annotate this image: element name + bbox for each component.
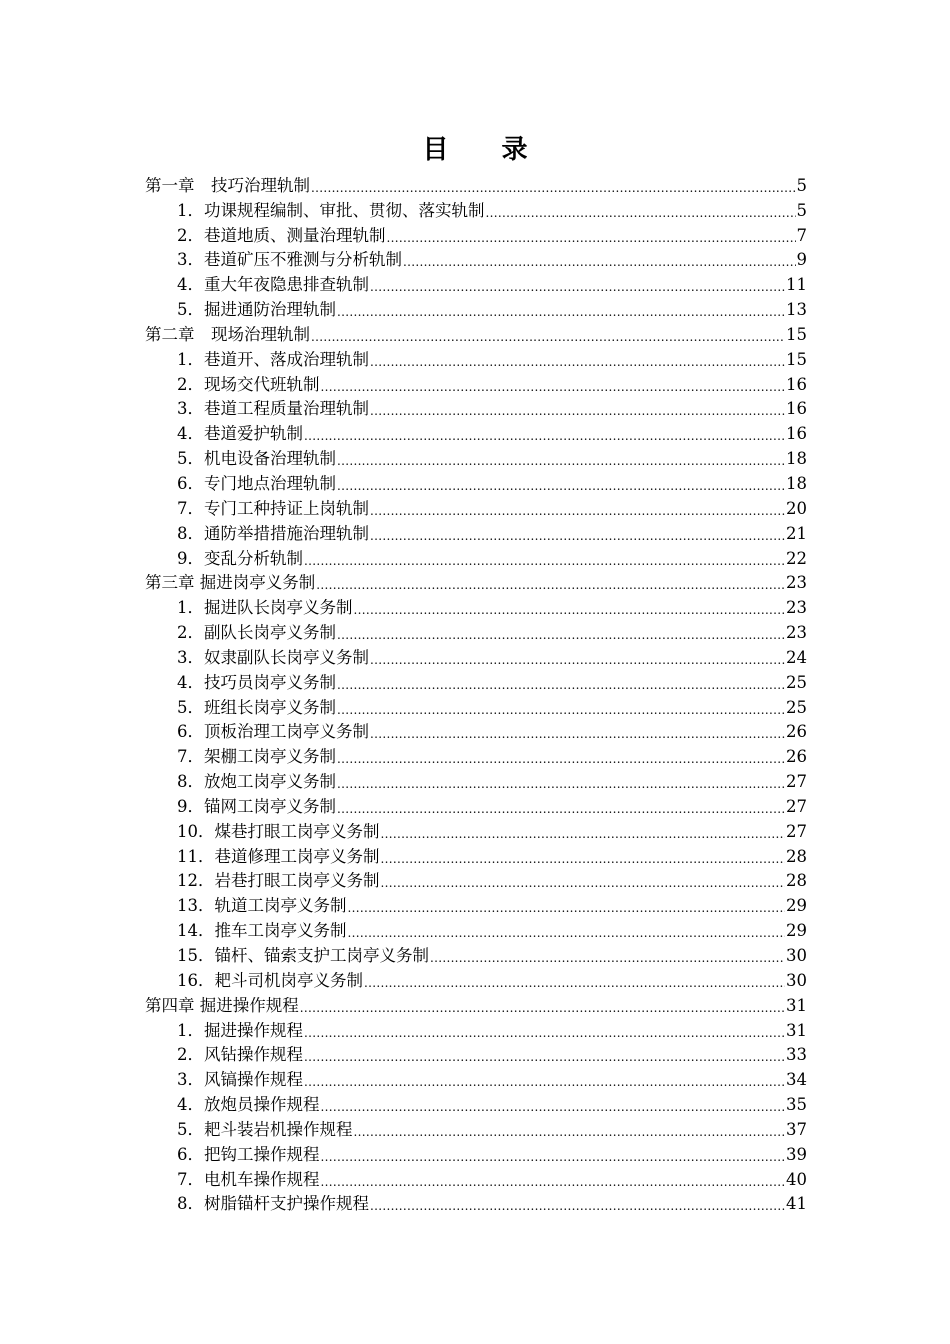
dot-leader [381, 873, 786, 893]
dot-leader [381, 824, 786, 844]
toc-section-entry[interactable] [145, 198, 807, 223]
dot-leader [321, 377, 786, 397]
dot-leader [370, 501, 785, 521]
dot-leader [337, 451, 785, 471]
toc-section-entry[interactable] [145, 595, 807, 620]
toc-page-number: 7 [796, 225, 807, 245]
toc-entry-label: 7．专门工种持证上岗轨制 [177, 498, 369, 518]
toc-page-number: 29 [786, 896, 807, 916]
toc-entry-label: 4．技巧员岗亭义务制 [177, 672, 336, 692]
toc-section-entry[interactable] [145, 1092, 807, 1117]
dot-leader [370, 1196, 785, 1216]
toc-entry-label: 4．放炮员操作规程 [177, 1095, 320, 1115]
toc-section-entry[interactable] [145, 1043, 807, 1068]
toc-entry-label: 2．副队长岗亭义务制 [177, 623, 336, 643]
toc-entry-label: 11．巷道修理工岗亭义务制 [177, 846, 380, 866]
toc-section-entry[interactable] [145, 1018, 807, 1043]
toc-entry-label: 7．电机车操作规程 [177, 1169, 320, 1189]
toc-section-entry[interactable] [145, 248, 807, 273]
toc-page-number: 16 [786, 424, 807, 444]
toc-page-number: 21 [786, 523, 807, 543]
toc-page-number: 24 [786, 647, 807, 667]
toc-entry-label: 4．重大年夜隐患排查轨制 [177, 275, 369, 295]
dot-leader [304, 1047, 785, 1067]
toc-entry-label: 16．耙斗司机岗亭义务制 [177, 970, 363, 990]
toc-entry-label: 3．奴隶副队长岗亭义务制 [177, 647, 369, 667]
toc-section-entry[interactable] [145, 223, 807, 248]
dot-leader [304, 426, 785, 446]
toc-section-entry[interactable] [145, 1142, 807, 1167]
toc-page-number: 22 [786, 548, 807, 568]
dot-leader [337, 476, 785, 496]
dot-leader [321, 1147, 786, 1167]
toc-entry-label: 14．推车工岗亭义务制 [177, 921, 347, 941]
toc-section-entry[interactable] [145, 1117, 807, 1142]
toc-entry-label: 5．班组长岗亭义务制 [177, 697, 336, 717]
toc-entry-label: 9．锚网工岗亭义务制 [177, 796, 336, 816]
toc-section-entry[interactable] [145, 372, 807, 397]
toc-section-entry[interactable] [145, 695, 807, 720]
dot-leader [364, 973, 785, 993]
toc-section-entry[interactable] [145, 645, 807, 670]
toc-page-number: 31 [786, 995, 807, 1015]
toc-page-number: 18 [786, 449, 807, 469]
toc-page-number: 31 [786, 1020, 807, 1040]
toc-section-entry[interactable] [145, 893, 807, 918]
dot-leader [337, 625, 785, 645]
toc-page-number: 35 [786, 1095, 807, 1115]
dot-leader [337, 700, 785, 720]
toc-chapter-entry[interactable] [145, 322, 807, 347]
toc-entry-label: 8．放炮工岗亭义务制 [177, 772, 336, 792]
toc-chapter-entry[interactable] [145, 993, 807, 1018]
toc-entry-label: 2．风钻操作规程 [177, 1045, 303, 1065]
dot-leader [311, 327, 785, 347]
toc-page-number: 27 [786, 796, 807, 816]
toc-page-number: 20 [786, 498, 807, 518]
dot-leader [348, 923, 786, 943]
toc-section-entry[interactable] [145, 1167, 807, 1192]
toc-page-number: 25 [786, 672, 807, 692]
toc-section-entry[interactable] [145, 421, 807, 446]
toc-page-number: 39 [786, 1144, 807, 1164]
dot-leader [300, 998, 785, 1018]
toc-section-entry[interactable] [145, 769, 807, 794]
toc-page-number: 30 [786, 946, 807, 965]
toc-entry-label: 5．耙斗装岩机操作规程 [177, 1119, 353, 1139]
toc-entry-label: 第一章 技巧治理轨制 [145, 175, 310, 195]
toc-section-entry[interactable] [145, 1192, 807, 1217]
toc-entry-label: 5．机电设备治理轨制 [177, 449, 336, 469]
dot-leader [316, 575, 785, 595]
toc-entry-label: 12．岩巷打眼工岗亭义务制 [177, 871, 380, 891]
dot-leader [387, 228, 796, 248]
toc-page-number: 15 [786, 324, 807, 344]
toc-page-number: 25 [786, 697, 807, 717]
toc-entry-label: 8．通防举措措施治理轨制 [177, 523, 369, 543]
toc-entry-label: 6．顶板治理工岗亭义务制 [177, 722, 369, 742]
toc-page-number: 5 [796, 200, 807, 220]
dot-leader [304, 1072, 785, 1092]
toc-entry-label: 3．巷道矿压不雅测与分析轨制 [177, 250, 402, 270]
dot-leader [370, 277, 785, 297]
toc-page-number: 13 [786, 300, 807, 320]
toc-entry-label: 3．巷道工程质量治理轨制 [177, 399, 369, 419]
toc-page-number: 16 [786, 374, 807, 394]
toc-section-entry[interactable] [145, 347, 807, 372]
dot-leader [337, 302, 785, 322]
toc-section-entry[interactable] [145, 819, 807, 844]
dot-leader [321, 1097, 786, 1117]
toc-page-number: 37 [786, 1119, 807, 1139]
toc-page-number: 27 [786, 772, 807, 792]
toc-entry-label: 7．架棚工岗亭义务制 [177, 747, 336, 767]
toc-section-entry[interactable] [145, 496, 807, 521]
toc-section-entry[interactable] [145, 471, 807, 496]
toc-entry-label: 10．煤巷打眼工岗亭义务制 [177, 821, 380, 841]
toc-entry-label: 2．现场交代班轨制 [177, 374, 320, 394]
dot-leader [354, 600, 786, 620]
dot-leader [337, 675, 785, 695]
toc-page-number: 26 [786, 722, 807, 742]
toc-section-entry[interactable] [145, 844, 807, 869]
toc-page-number: 23 [786, 598, 807, 618]
toc-chapter-entry[interactable] [145, 173, 807, 198]
dot-leader [354, 1122, 786, 1142]
toc-page-number: 34 [786, 1070, 807, 1090]
toc-page-number: 41 [786, 1194, 807, 1214]
toc-page-number: 27 [786, 821, 807, 841]
toc-page-number: 29 [786, 921, 807, 941]
toc-section-entry[interactable] [145, 968, 807, 993]
toc-entry-label: 15．锚杆、锚索支护工岗亭义务制 [177, 946, 429, 965]
toc-page-number: 30 [786, 970, 807, 990]
toc-entry-label: 1．功课规程编制、审批、贯彻、落实轨制 [177, 200, 485, 220]
dot-leader [381, 849, 786, 869]
toc-page-number: 23 [786, 623, 807, 643]
dot-leader [430, 948, 785, 968]
toc-chapter-entry[interactable] [145, 571, 807, 596]
toc-entry-label: 1．巷道开、落成治理轨制 [177, 349, 369, 369]
dot-leader [304, 551, 785, 571]
toc-page-number: 5 [796, 175, 807, 195]
toc-entry-label: 第二章 现场治理轨制 [145, 324, 310, 344]
toc-page-number: 23 [786, 573, 807, 593]
toc-entry-label: 6．专门地点治理轨制 [177, 473, 336, 493]
toc-entry-label: 1．掘进操作规程 [177, 1020, 303, 1040]
toc-section-entry[interactable] [145, 297, 807, 322]
toc-section-entry[interactable] [145, 869, 807, 894]
toc-section-entry[interactable] [145, 918, 807, 943]
dot-leader [337, 774, 785, 794]
dot-leader [304, 1023, 785, 1043]
toc-section-entry[interactable] [145, 744, 807, 769]
toc-entry-label: 3．风镐操作规程 [177, 1070, 303, 1090]
toc-entry-label: 9．变乱分析轨制 [177, 548, 303, 568]
dot-leader [370, 352, 785, 372]
dot-leader [370, 724, 785, 744]
toc-page-number: 11 [786, 275, 807, 295]
dot-leader [311, 178, 796, 198]
toc-section-entry[interactable] [145, 943, 807, 968]
toc-section-entry[interactable] [145, 620, 807, 645]
toc-entry-label: 2．巷道地质、测量治理轨制 [177, 225, 386, 245]
toc-section-entry[interactable] [145, 1067, 807, 1092]
dot-leader [486, 203, 796, 223]
dot-leader [370, 401, 785, 421]
toc-entry-label: 1．掘进队长岗亭义务制 [177, 598, 353, 618]
toc-entry-label: 8．树脂锚杆支护操作规程 [177, 1194, 369, 1214]
toc-page-number: 28 [786, 846, 807, 866]
toc-page-number: 16 [786, 399, 807, 419]
toc-page-number: 26 [786, 747, 807, 767]
toc-page-number: 28 [786, 871, 807, 891]
dot-leader [337, 799, 785, 819]
dot-leader [321, 1172, 786, 1192]
toc-entry-label: 第四章 掘进操作规程 [145, 995, 299, 1015]
dot-leader [403, 252, 796, 272]
toc-section-entry[interactable] [145, 546, 807, 571]
toc-page-number: 18 [786, 473, 807, 493]
toc-section-entry[interactable] [145, 521, 807, 546]
toc-entry-label: 第三章 掘进岗亭义务制 [145, 573, 316, 593]
dot-leader [337, 749, 785, 769]
toc-section-entry[interactable] [145, 670, 807, 695]
dot-leader [370, 526, 785, 546]
toc-section-entry[interactable] [145, 446, 807, 471]
toc-section-entry[interactable] [145, 720, 807, 745]
toc-section-entry[interactable] [145, 794, 807, 819]
toc-page-number: 15 [786, 349, 807, 369]
toc-page-number: 40 [786, 1169, 807, 1189]
toc-section-entry[interactable] [145, 397, 807, 422]
toc-page-number: 9 [796, 250, 807, 270]
toc-entry-label: 4．巷道爱护轨制 [177, 424, 303, 444]
toc-entry-label: 5．掘进通防治理轨制 [177, 300, 336, 320]
toc-page-number: 33 [786, 1045, 807, 1065]
dot-leader [370, 650, 785, 670]
toc-title: 目 录 [422, 135, 550, 165]
toc-section-entry[interactable] [145, 272, 807, 297]
toc-entry-label: 6．把钩工操作规程 [177, 1144, 320, 1164]
toc-entry-label: 13．轨道工岗亭义务制 [177, 896, 347, 916]
table-of-contents [145, 173, 807, 1216]
dot-leader [348, 898, 786, 918]
